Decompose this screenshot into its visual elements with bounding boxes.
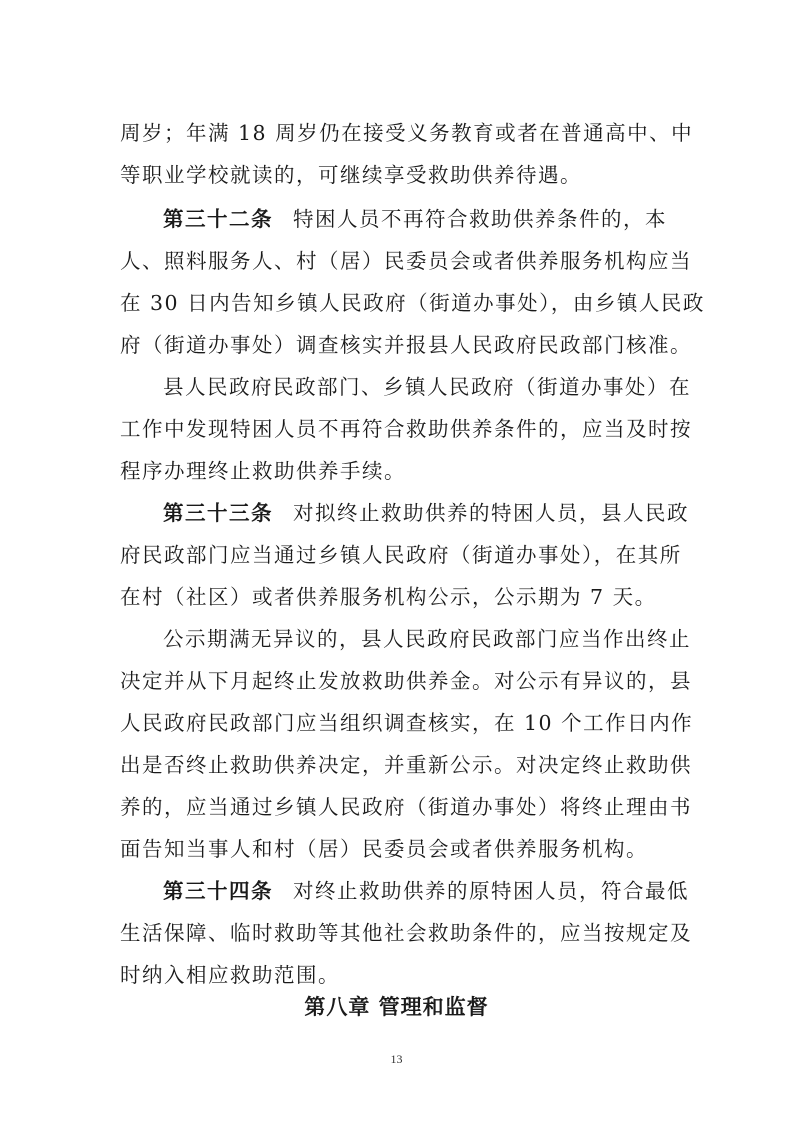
body-line: 县人民政府民政部门、乡镇人民政府（街道办事处）在	[163, 375, 691, 399]
chapter-title: 第八章 管理和监督	[304, 995, 489, 1019]
body-line: 府（街道办事处）调查核实并报县人民政府民政部门核准。	[120, 333, 692, 357]
body-line: 府民政部门应当通过乡镇人民政府（街道办事处），在其所	[120, 543, 682, 567]
article-paragraph-start	[163, 499, 689, 527]
article-heading: 第三十二条	[163, 207, 273, 231]
article-paragraph-start	[163, 205, 667, 233]
body-line: 出是否终止救助供养决定，并重新公示。对决定终止救助供	[120, 753, 692, 777]
body-text: 对终止救助供养的原特困人员，符合最低	[293, 879, 689, 903]
body-line: 养的，应当通过乡镇人民政府（街道办事处）将终止理由书	[120, 795, 692, 819]
body-line: 等职业学校就读的，可继续享受救助供养待遇。	[120, 163, 582, 187]
body-line: 面告知当事人和村（居）民委员会或者供养服务机构。	[120, 837, 648, 861]
body-line: 程序办理终止救助供养手续。	[120, 459, 406, 483]
body-line: 决定并从下月起终止发放救助供养金。对公示有异议的，县	[120, 669, 692, 693]
article-heading: 第三十四条	[163, 879, 273, 903]
article-heading: 第三十三条	[163, 501, 273, 525]
body-line: 生活保障、临时救助等其他社会救助条件的，应当按规定及	[120, 921, 692, 945]
body-line: 周岁；年满 18 周岁仍在接受义务教育或者在普通高中、中	[120, 121, 694, 145]
body-line: 在村（社区）或者供养服务机构公示，公示期为 7 天。	[120, 585, 657, 609]
page-number: 13	[390, 1052, 403, 1066]
body-line: 工作中发现特困人员不再符合救助供养条件的，应当及时按	[120, 417, 692, 441]
body-line: 人民政府民政部门应当组织调查核实，在 10 个工作日内作	[120, 711, 694, 735]
body-text: 特困人员不再符合救助供养条件的，本	[293, 207, 667, 231]
body-text: 对拟终止救助供养的特困人员，县人民政	[293, 501, 689, 525]
body-line: 公示期满无异议的，县人民政府民政部门应当作出终止	[163, 627, 691, 651]
article-paragraph-start	[163, 877, 689, 905]
body-line: 时纳入相应救助范围。	[120, 963, 340, 987]
body-line: 人、照料服务人、村（居）民委员会或者供养服务机构应当	[120, 249, 692, 273]
body-line: 在 30 日内告知乡镇人民政府（街道办事处），由乡镇人民政	[120, 291, 705, 315]
